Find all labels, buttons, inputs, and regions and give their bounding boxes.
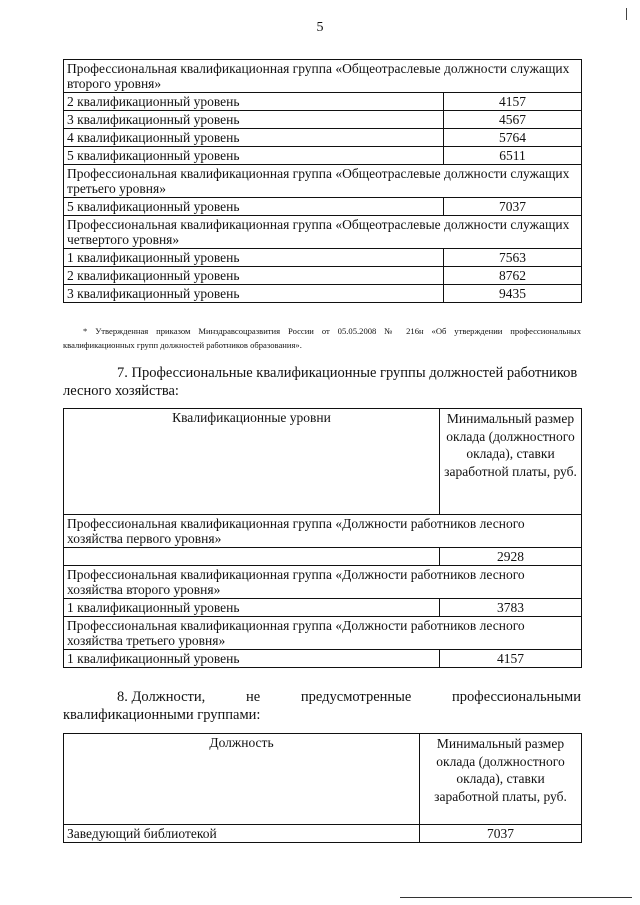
- position-cell: Заведующий библиотекой: [64, 825, 420, 843]
- section-8-heading-line1: [63, 688, 581, 706]
- table-header-row: [64, 734, 582, 825]
- level-cell: 3 квалификационный уровень: [64, 285, 444, 303]
- table-row: [64, 599, 582, 617]
- value-cell: 7037: [444, 198, 582, 216]
- table-row: [64, 249, 582, 267]
- group-row: [64, 216, 582, 249]
- level-cell: 1 квалификационный уровень: [64, 650, 440, 668]
- group-title: Профессиональная квалификационная группа «Должности работников лесного хозяйства второго уровня»: [64, 566, 582, 599]
- value-cell: 3783: [440, 599, 582, 617]
- level-cell: 2 квалификационный уровень: [64, 93, 444, 111]
- value-cell: 8762: [444, 267, 582, 285]
- section-7-heading: [63, 364, 581, 400]
- heading-word: не: [245, 689, 261, 705]
- group-title: Профессиональная квалификационная группа «Должности работников лесного хозяйства первого уровня»: [64, 515, 582, 548]
- corner-mark: [626, 8, 627, 20]
- value-cell: 7563: [444, 249, 582, 267]
- level-cell: 4 квалификационный уровень: [64, 129, 444, 147]
- bottom-rule: [400, 897, 632, 898]
- heading-word: предусмотренные: [300, 689, 412, 705]
- group-row: [64, 165, 582, 198]
- level-cell-empty: [64, 548, 440, 566]
- section-7-heading-text: 7. Профессиональные квалификационные группы должностей работников лесного хозяйства:: [63, 365, 578, 399]
- table-row: [64, 825, 582, 843]
- table-row: [64, 93, 582, 111]
- level-cell: 2 квалификационный уровень: [64, 267, 444, 285]
- group-title: Профессиональная квалификационная группа «Общеотраслевые должности служащих второго уровня»: [64, 60, 582, 93]
- header-minimum-salary: Минимальный размер оклада (должностного оклада), ставки заработной платы, руб.: [420, 734, 582, 825]
- level-cell: 1 квалификационный уровень: [64, 249, 444, 267]
- table-row: [64, 267, 582, 285]
- value-cell: 4157: [440, 650, 582, 668]
- level-cell: 1 квалификационный уровень: [64, 599, 440, 617]
- table-header-row: [64, 409, 582, 515]
- header-minimum-salary: Минимальный размер оклада (должностного оклада), ставки заработной платы, руб.: [440, 409, 582, 515]
- group-title: Профессиональная квалификационная группа «Должности работников лесного хозяйства третьего уровня»: [64, 617, 582, 650]
- salary-table-general: [63, 59, 582, 303]
- group-row: [64, 515, 582, 548]
- value-cell: 9435: [444, 285, 582, 303]
- level-cell: 5 квалификационный уровень: [64, 198, 444, 216]
- footnote: * Утвержденная приказом Минздравсоцразвития России от 05.05.2008 № 216н «Об утверждении профессиональных квалификационных групп должностей работников образования».: [63, 326, 581, 350]
- value-cell: 6511: [444, 147, 582, 165]
- group-title: Профессиональная квалификационная группа «Общеотраслевые должности служащих четвертого уровня»: [64, 216, 582, 249]
- level-cell: 3 квалификационный уровень: [64, 111, 444, 129]
- table-row: [64, 548, 582, 566]
- group-row: [64, 60, 582, 93]
- table-row: [64, 111, 582, 129]
- group-title: Профессиональная квалификационная группа «Общеотраслевые должности служащих третьего уровня»: [64, 165, 582, 198]
- section-8-heading-line2: квалификационными группами:: [63, 707, 261, 723]
- table-row: [64, 198, 582, 216]
- table-row: [64, 147, 582, 165]
- page-number: 5: [316, 20, 324, 35]
- heading-word: 8. Должности,: [117, 689, 206, 705]
- group-row: [64, 617, 582, 650]
- header-qualification-levels: Квалификационные уровни: [64, 409, 440, 515]
- value-cell: 5764: [444, 129, 582, 147]
- section-8-heading: [63, 688, 581, 724]
- value-cell: 4157: [444, 93, 582, 111]
- value-cell: 4567: [444, 111, 582, 129]
- value-cell: 7037: [420, 825, 582, 843]
- salary-table-other-positions: [63, 733, 582, 843]
- table-row: [64, 650, 582, 668]
- value-cell: 2928: [440, 548, 582, 566]
- table-row: [64, 129, 582, 147]
- level-cell: 5 квалификационный уровень: [64, 147, 444, 165]
- header-position: Должность: [64, 734, 420, 825]
- heading-word: профессиональными: [452, 689, 581, 705]
- salary-table-forestry: [63, 408, 582, 668]
- table-row: [64, 285, 582, 303]
- group-row: [64, 566, 582, 599]
